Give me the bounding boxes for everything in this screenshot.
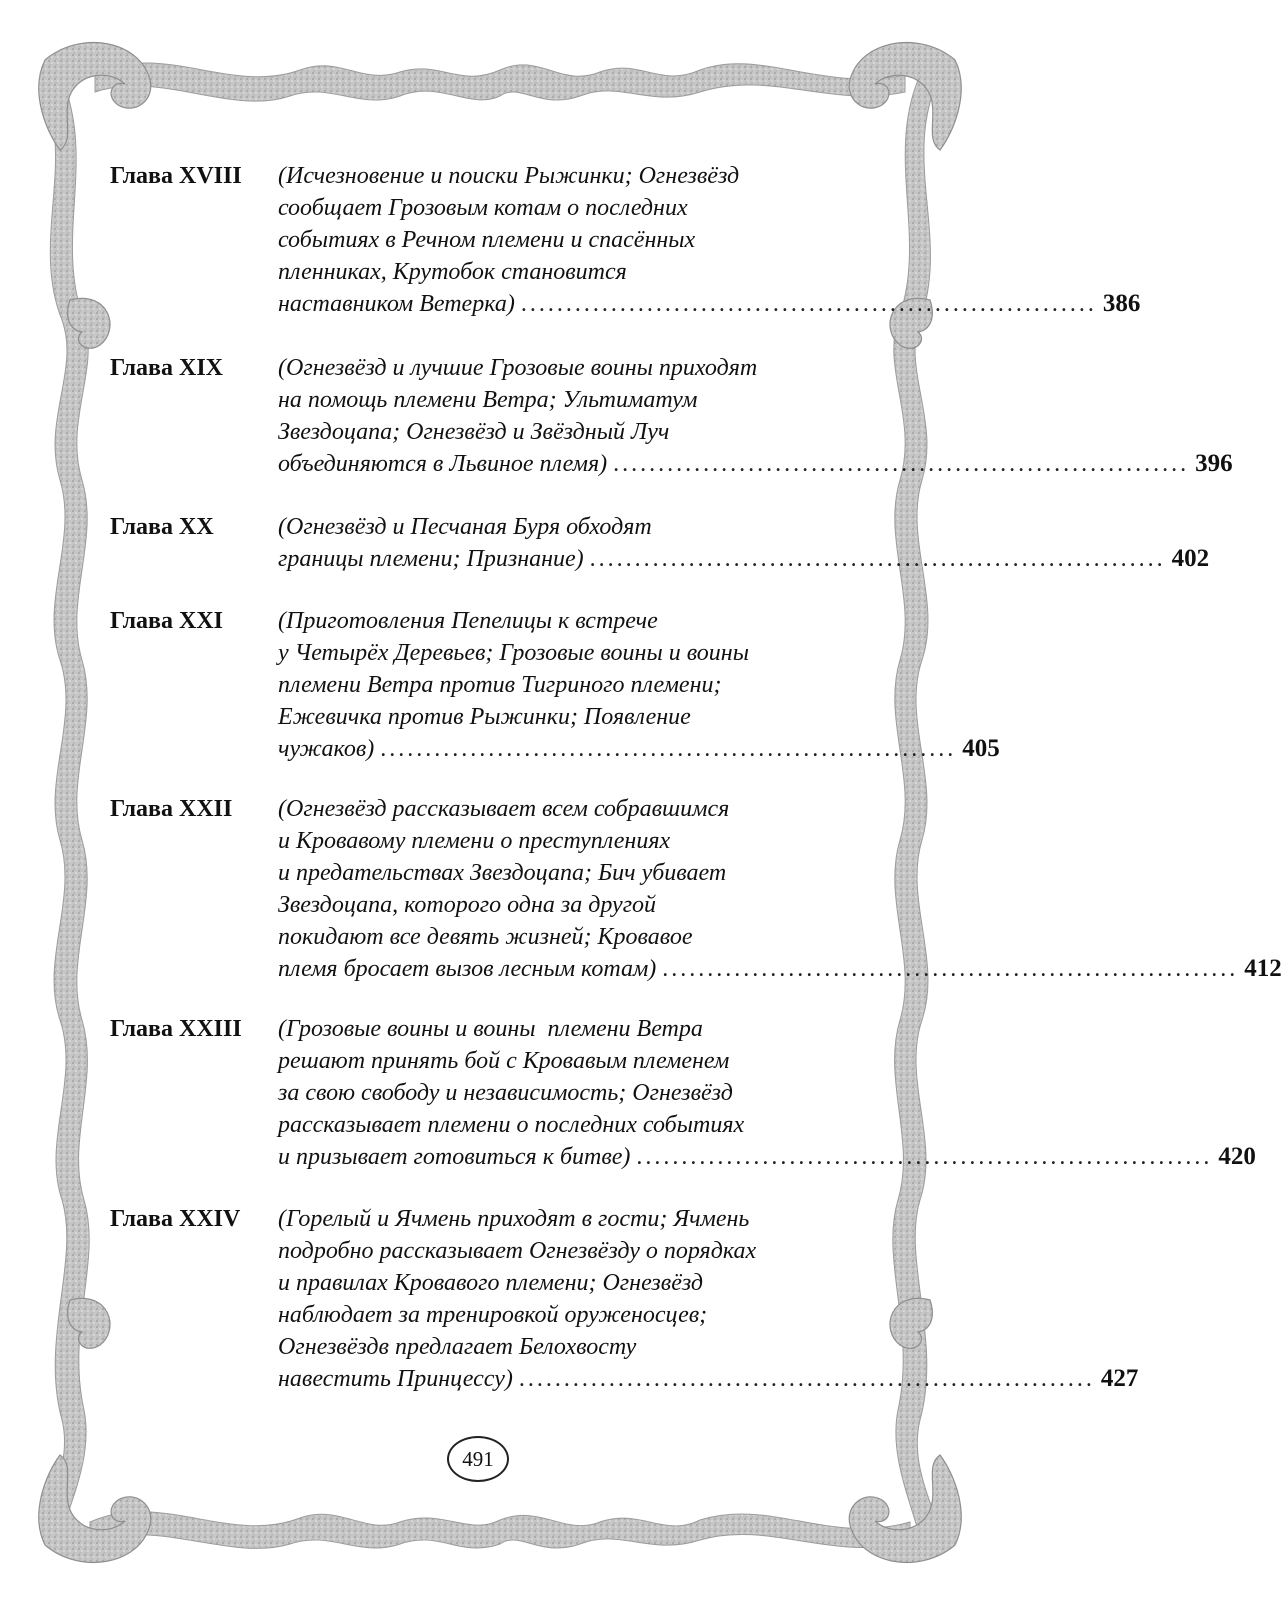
description-line: покидают все девять жизней; Кровавое [278,924,693,950]
leader-dots: ................................................................ [380,736,957,762]
page-ref: 412 [1244,955,1282,982]
description-line: событиях в Речном племени и спасённых [278,227,696,253]
toc-entry [110,160,1141,352]
leader-dots: ................................................................ [520,291,1097,317]
page-ref: 427 [1100,1365,1139,1392]
leader-dots: ................................................................ [589,546,1166,572]
page-ref: 402 [1171,545,1210,572]
description-line: Звездоцапа, которого одна за другой [278,892,657,918]
description-line: (Грозовые воины и воины племени Ветра [278,1016,703,1042]
chapter-title: Глава XVIII [110,163,242,189]
table-of-contents [110,160,1282,1403]
chapter-description [278,352,1233,480]
chapter-title: Глава XIX [110,355,223,381]
description-line: Звездоцапа; Огнезвёзд и Звёздный Луч [278,419,670,445]
description-last-line [278,543,1210,575]
page-ref: 420 [1218,1143,1256,1170]
description-line: и Кровавому племени о преступлениях [278,828,671,854]
description-line: (Огнезвёзд и лучшие Грозовые воины приходят [278,355,758,381]
chapter-title: Глава XXIII [110,1016,242,1042]
chapter-title: Глава XX [110,514,214,540]
description-last-line [278,1363,1139,1395]
chapter-description [278,511,1210,575]
description-last-line [278,953,1282,985]
description-line: и призывает готовиться к битве) [278,1144,631,1170]
chapter-description [278,1013,1256,1173]
description-line: (Горелый и Ячмень приходят в гости; Ячмень [278,1206,750,1232]
leader-dots: ................................................................ [636,1144,1213,1170]
description-line: пленниках, Крутобок становится [278,259,627,285]
leader-dots: ................................................................ [662,956,1239,982]
toc-entry [110,605,1000,793]
description-line: (Исчезновение и поиски Рыжинки; Огнезвёзд [278,163,740,189]
description-last-line [278,448,1233,480]
toc-entry [110,1203,1139,1403]
page-number: 491 [462,1446,494,1471]
toc-entry [110,793,1282,1013]
description-line: решают принять бой с Кровавым племенем [278,1048,730,1074]
description-line: племя бросает вызов лесным котам) [278,956,657,982]
description-line: подробно рассказывает Огнезвёзду о порядках [278,1238,757,1264]
chapter-title: Глава XXII [110,796,233,822]
description-last-line [278,1141,1256,1173]
description-line: навестить Принцессу) [278,1366,513,1392]
description-line: (Приготовления Пепелицы к встрече [278,608,658,634]
toc-entry [110,511,1210,605]
description-last-line [278,288,1141,320]
chapter-title: Глава XXIV [110,1206,241,1232]
description-line: границы племени; Признание) [278,546,584,572]
description-line: объединяются в Львиное племя) [278,451,608,477]
page-ref: 396 [1195,450,1233,477]
description-line: рассказывает племени о последних событиях [278,1112,745,1138]
description-line: Огнезвёздв предлагает Белохвосту [278,1334,637,1360]
leader-dots: ................................................................ [613,451,1190,477]
page-ref: 386 [1102,290,1141,317]
description-line: у Четырёх Деревьев; Грозовые воины и воины [278,640,749,666]
description-line: (Огнезвёзд и Песчаная Буря обходят [278,514,652,540]
chapter-title: Глава XXI [110,608,223,634]
toc-entry [110,1013,1256,1203]
description-line: и правилах Кровавого племени; Огнезвёзд [278,1270,704,1296]
leader-dots: ................................................................ [518,1366,1095,1392]
description-line: и предательствах Звездоцапа; Бич убивает [278,860,727,886]
description-line: чужаков) [278,736,375,762]
description-line: за свою свободу и независимость; Огнезвёзд [278,1080,733,1106]
chapter-description [278,605,1000,765]
description-line: на помощь племени Ветра; Ультиматум [278,387,698,413]
description-last-line [278,733,1000,765]
description-line: наставником Ветерка) [278,291,515,317]
page-number-badge [447,1436,509,1482]
description-line: (Огнезвёзд рассказывает всем собравшимся [278,796,730,822]
description-line: сообщает Грозовым котам о последних [278,195,688,221]
page-ref: 405 [962,735,1000,762]
chapter-description [278,160,1141,320]
description-line: племени Ветра против Тигриного племени; [278,672,722,698]
chapter-description [278,793,1282,985]
chapter-description [278,1203,1139,1395]
description-line: наблюдает за тренировкой оруженосцев; [278,1302,708,1328]
description-line: Ежевичка против Рыжинки; Появление [278,704,691,730]
toc-entry [110,352,1233,511]
